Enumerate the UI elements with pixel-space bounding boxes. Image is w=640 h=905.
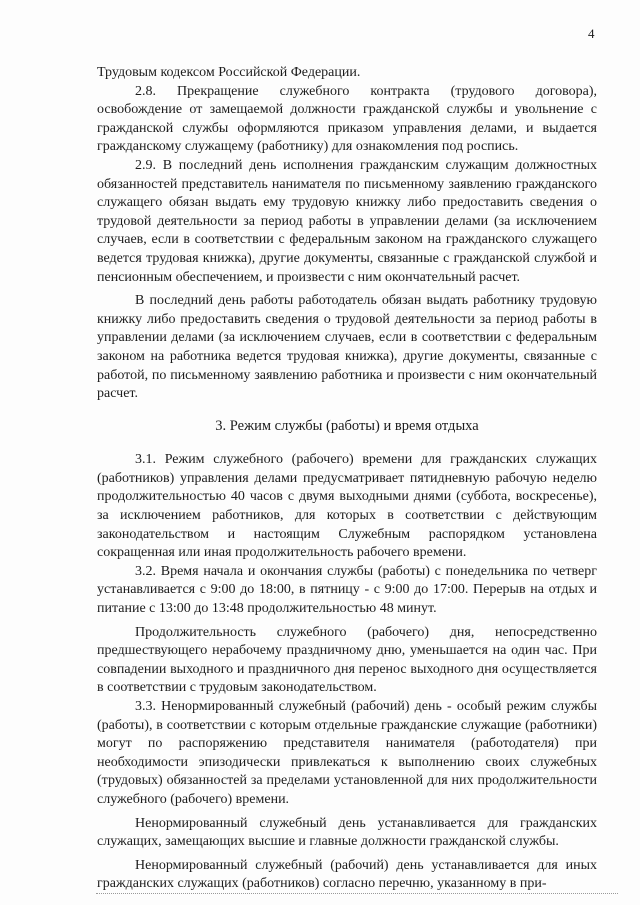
paragraph-2-8: 2.8. Прекращение служебного контракта (трудового договора), освобождение от замещаемой должности гражданской службы и увольнение с гражданской службы оформляются приказом управления делами, и выдается гражданскому служащему (работнику) для ознакомления под роспись. (97, 83, 597, 155)
paragraph-continuation: Трудовым кодексом Российской Федерации. (97, 65, 361, 80)
paragraph-pre-holiday: Продолжительность служебного (рабочего) дня, непосредственно предшествующего нерабочему праздничному дню, уменьшается на один час. При совпадении выходного и праздничного дня перенос выходного дня осуществляется в соответствии с трудовым законодательством. (97, 624, 597, 696)
document-body (97, 64, 597, 894)
section-3-heading: 3. Режим службы (работы) и время отдыха (215, 417, 479, 434)
paragraph-last-working-day: В последний день работы работодатель обязан выдать работнику трудовую книжку либо предоставить сведения о трудовой деятельности за период работы в управлении делами (за исключением случаев, если в соответствии с федеральным законом на работника ведется трудовая книжка), другие документы, связанные с работой, по письменному заявлению работника и произвести с ним окончательный расчет. (97, 293, 597, 402)
paragraph-3-2: 3.2. Время начала и окончания службы (работы) с понедельника по четверг устанавливается с 9:00 до 18:00, в пятницу - с 9:00 до 17:00. Перерыв на отдых и питание с 13:00 до 13:48 продолжительностью 48 минут. (97, 563, 597, 617)
paragraph-3-3: 3.3. Ненормированный служебный (рабочий) день - особый режим службы (работы), в соответствии с которым отдельные гражданские служащие (работники) могут по распоряжению представителя нанимателя (работодателя) при необходимости эпизодически привлекаться к выполнению своих служебных (трудовых) обязанностей за пределами установленной для них продолжительности служебного (рабочего) времени. (97, 699, 597, 807)
paragraph-3-1: 3.1. Режим служебного (рабочего) времени для гражданских служащих (работников) управления делами предусматривает пятидневную рабочую неделю продолжительностью 40 часов с двумя выходными днями (суббота, воскресенье), за исключением работников, для которых в соответствии с действующим законодательством и настоящим Служебным распорядком установлена сокращенная или иная продолжительность рабочего времени. (97, 452, 597, 561)
page-number: 4 (588, 26, 595, 41)
footer-divider (96, 893, 618, 894)
paragraph-irregular-day-others: Ненормированный служебный (рабочий) день устанавливается для иных гражданских служащих (работников) согласно перечню, указанному в при- (97, 857, 597, 892)
paragraph-irregular-day-senior: Ненормированный служебный день устанавливается для гражданских служащих, замещающих высшие и главные должности гражданской службы. (97, 815, 597, 850)
paragraph-2-9: 2.9. В последний день исполнения гражданским служащим должностных обязанностей представитель нанимателя по письменному заявлению гражданского служащего обязан выдать ему трудовую книжку либо предоставить сведения о трудовой деятельности за период работы в управлении делами (за исключением случаев, если в соответствии с федеральным законом на гражданского служащего ведется трудовая книжка), другие документы, связанные с гражданской службой и пенсионным обеспечением, и произвести с ним окончательный расчет. (97, 157, 597, 285)
